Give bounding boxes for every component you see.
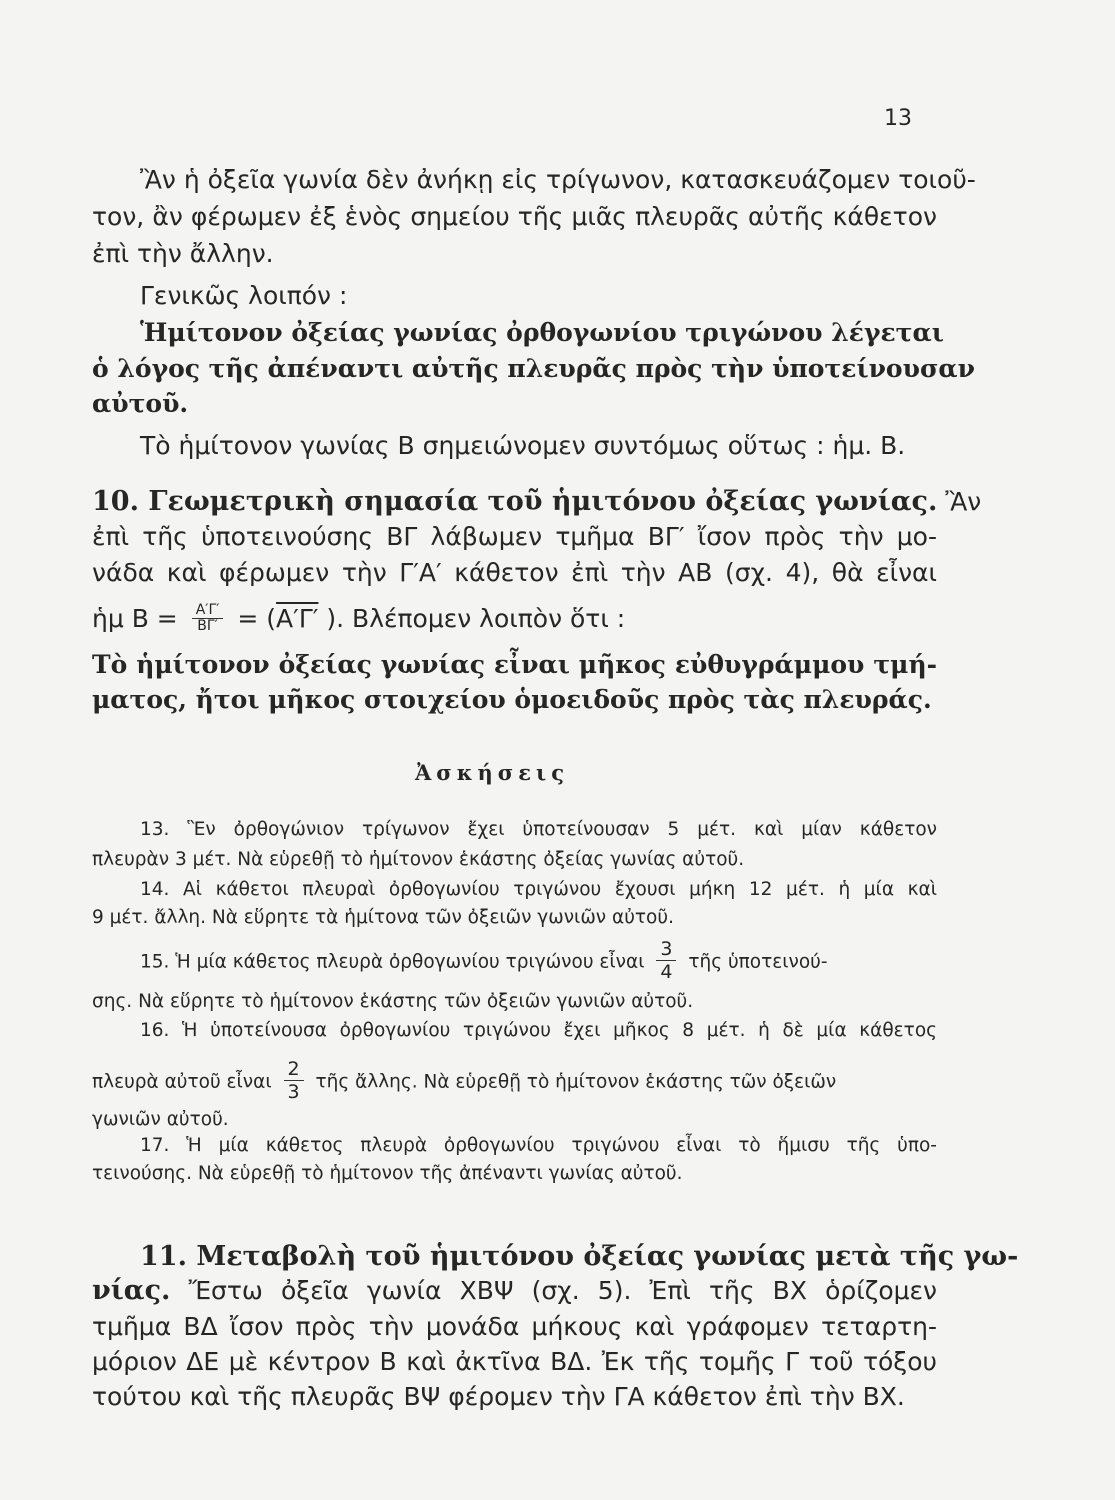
exercise-15-fraction — [656, 938, 676, 983]
exercise-14-line-1: 14. Αἱ κάθετοι πλευραὶ ὀρθογωνίου τριγώνου ἔχουσι μήκη 12 μέτ. ἡ μία καὶ — [140, 879, 937, 900]
exercise-15-prefix: 15. Ἡ μία κάθετος πλευρὰ ὀρθογωνίου τριγώνου εἶναι — [140, 951, 645, 973]
section-11-heading: 11. Μεταβολὴ τοῦ ἡμιτόνου ὀξείας γωνίας μετὰ τῆς γω- — [140, 1241, 1019, 1272]
formula-denominator: ΒΓ′ — [197, 617, 218, 634]
exercise-15-denominator: 4 — [660, 961, 673, 983]
definition-line-2: ὁ λόγος τῆς ἀπέναντι αὐτῆς πλευρᾶς πρὸς τὴν ὑποτείνουσαν — [92, 354, 975, 383]
exercise-14-line-2: 9 μέτ. ἄλλη. Νὰ εὕρητε τὰ ἡμίτονα τῶν ὀξειῶν γωνιῶν αὐτοῦ. — [92, 907, 674, 928]
formula-segment: Α′Γ′ — [276, 604, 319, 633]
section-11-line-2-text: Ἔστω ὀξεῖα γωνία ΧΒΨ (σχ. 5). Ἐπὶ τῆς ΒΧ ὁρίζομεν — [188, 1276, 937, 1305]
formula-close: ). — [326, 604, 345, 633]
section-11-line-5: τούτου καὶ τῆς πλευρᾶς ΒΨ φέρομεν τὴν ΓΑ κάθετον ἐπὶ τὴν ΒΧ. — [92, 1382, 905, 1411]
exercise-15-line-1 — [140, 940, 937, 985]
section-10-line-1-tail: Ἂν — [945, 487, 982, 516]
section-11-line-4: μόριον ΔΕ μὲ κέντρον Β καὶ ἀκτῖνα ΒΔ. Ἐκ τῆς τομῆς Γ τοῦ τόξου — [92, 1347, 937, 1376]
exercise-16-denominator: 3 — [287, 1081, 300, 1103]
formula-numerator: Α′Γ′ — [192, 603, 224, 619]
paragraph-3: Τὸ ἡμίτονον γωνίας Β σημειώνομεν συντόμως οὕτως : ἡμ. Β. — [140, 431, 906, 460]
formula-equals: = ( — [237, 604, 277, 633]
formula-text: Βλέπομεν λοιπὸν ὅτι : — [352, 604, 626, 633]
section-10-line-2: ἐπὶ τῆς ὑποτεινούσης ΒΓ λάβωμεν τμῆμα ΒΓ′ ἴσον πρὸς τὴν μο- — [92, 522, 937, 551]
section-10-line-3: νάδα καὶ φέρωμεν τὴν Γ′Α′ κάθετον ἐπὶ τὴν ΑΒ (σχ. 4), θὰ εἶναι — [92, 558, 937, 587]
formula-fraction — [192, 603, 224, 634]
section-10-heading: 10. Γεωμετρικὴ σημασία τοῦ ἡμιτόνου ὀξείας γωνίας. — [92, 486, 938, 517]
exercise-17-line-2: τεινούσης. Νὰ εὑρεθῇ τὸ ἡμίτονον τῆς ἀπέναντι γωνίας αὐτοῦ. — [92, 1163, 683, 1184]
paragraph-1-line-1: Ἂν ἡ ὀξεῖα γωνία δὲν ἀνήκῃ εἰς τρίγωνον, κατασκευάζομεν τοιοῦ- — [140, 165, 976, 194]
paragraph-1-line-2: τον, ἂν φέρωμεν ἐξ ἑνὸς σημείου τῆς μιᾶς πλευρᾶς αὐτῆς κάθετον — [92, 202, 937, 231]
definition-line-3: αὐτοῦ. — [92, 389, 189, 418]
section-10-line-1 — [92, 486, 982, 517]
section-10-formula-line — [92, 601, 937, 636]
exercise-15-suffix: τῆς ὑποτεινού- — [688, 951, 828, 973]
section-11-line-2 — [92, 1276, 937, 1306]
exercise-15-line-2: σης. Νὰ εὕρητε τὸ ἡμίτονον ἑκάστης τῶν ὀξειῶν γωνιῶν αὐτοῦ. — [92, 991, 694, 1012]
section-11-heading-tail: νίας. — [92, 1275, 171, 1306]
section-11-line-3: τμῆμα ΒΔ ἴσον πρὸς τὴν μονάδα μήκους καὶ γράφομεν τεταρτη- — [92, 1312, 937, 1341]
definition-line-1: Ἡμίτονον ὀξείας γωνίας ὀρθογωνίου τριγώνου λέγεται — [140, 318, 944, 347]
theorem-line-1: Τὸ ἡμίτονον ὀξείας γωνίας εἶναι μῆκος εὐθυγράμμου τμή- — [92, 650, 937, 679]
exercise-16-line-1: 16. Ἡ ὑποτείνουσα ὀρθογωνίου τριγώνου ἔχει μῆκος 8 μέτ. ἡ δὲ μία κάθετος — [140, 1020, 937, 1041]
exercise-16-prefix: πλευρὰ αὐτοῦ εἶναι — [92, 1071, 272, 1093]
formula-prefix: ἡμ Β = — [92, 604, 178, 633]
exercise-16-fraction — [284, 1058, 304, 1103]
paragraph-2: Γενικῶς λοιπόν : — [140, 281, 348, 310]
exercise-16-suffix: τῆς ἄλλης. Νὰ εὑρεθῇ τὸ ἡμίτονον ἑκάστης τῶν ὀξειῶν — [315, 1071, 837, 1093]
exercises-title: Ἀσκήσεις — [415, 760, 569, 785]
exercise-16-numerator: 2 — [284, 1058, 304, 1081]
exercise-16-line-2 — [92, 1060, 937, 1105]
theorem-line-2: ματος, ἤτοι μῆκος στοιχείου ὁμοειδοῦς πρὸς τὰς πλευράς. — [92, 685, 932, 714]
exercise-13-line-2: πλευρὰν 3 μέτ. Νὰ εὑρεθῇ τὸ ἡμίτονον ἑκάστης ὀξείας γωνίας αὐτοῦ. — [92, 849, 745, 870]
exercise-17-line-1: 17. Ἡ μία κάθετος πλευρὰ ὀρθογωνίου τριγώνου εἶναι τὸ ἥμισυ τῆς ὑπο- — [140, 1135, 937, 1156]
exercise-13-line-1: 13. Ἓν ὀρθογώνιον τρίγωνον ἔχει ὑποτείνουσαν 5 μέτ. καὶ μίαν κάθετον — [140, 819, 937, 840]
exercise-15-numerator: 3 — [656, 938, 676, 961]
exercise-16-line-3: γωνιῶν αὐτοῦ. — [92, 1109, 229, 1130]
page-number: 13 — [884, 106, 912, 131]
paragraph-1-line-3: ἐπὶ τὴν ἄλλην. — [92, 239, 274, 268]
